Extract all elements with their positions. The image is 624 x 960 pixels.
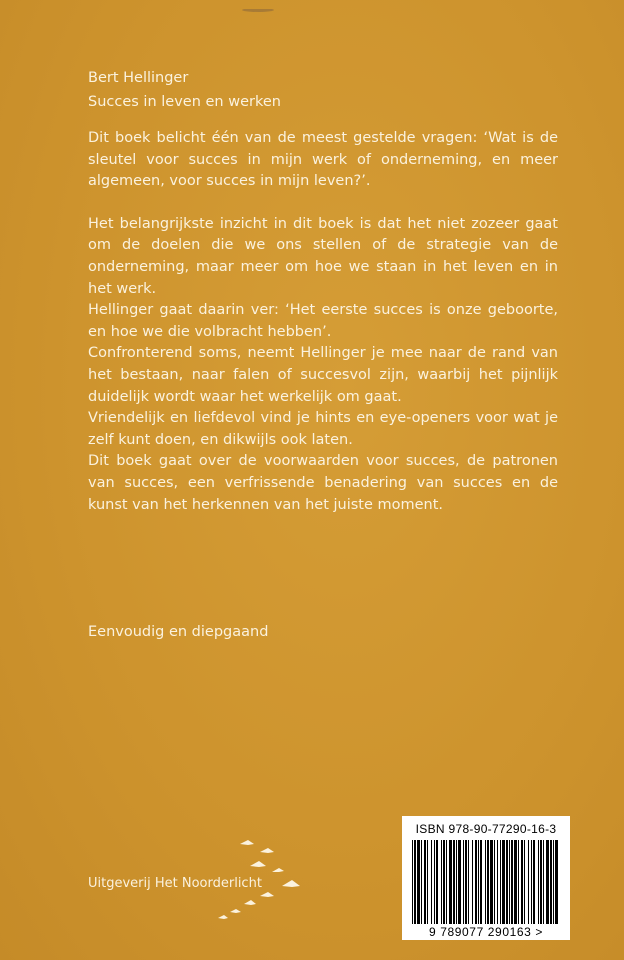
blurb-paragraph: Dit boek gaat over de voorwaarden voor succes, de patronen van succes, een verfrissende benadering van succes en de kunst van het herkennen van het juiste moment. <box>88 453 558 513</box>
isbn-barcode <box>402 816 570 940</box>
top-edge-mark <box>238 0 278 6</box>
blurb-paragraph: Dit boek belicht één van de meest gestelde vragen: ‘Wat is de sleutel voor succes in mijn werk of onderneming, en meer algemeen, voor succes in mijn leven?’. <box>88 130 558 190</box>
book-header <box>88 66 281 114</box>
publisher-name: Uitgeverij Het Noorderlicht <box>88 876 262 891</box>
blurb-paragraph: Confronterend soms, neemt Hellinger je mee naar de rand van het bestaan, naar falen of succesvol zijn, waarbij het pijnlijk duidelijk wordt waar het werkelijk om gaat. <box>88 345 558 405</box>
tagline: Eenvoudig en diepgaand <box>88 624 269 640</box>
isbn-label: ISBN 978-90-77290-16-3 <box>415 822 557 836</box>
blurb-paragraph: Vriendelijk en liefdevol vind je hints en eye-openers voor wat je zelf kunt doen, en dikwijls ook laten. <box>88 410 558 448</box>
author-name: Bert Hellinger <box>88 70 189 86</box>
ean-number: 9 789077 290163 > <box>429 925 543 939</box>
blurb <box>88 128 558 516</box>
barcode-bars <box>410 840 562 924</box>
book-title: Succes in leven en werken <box>88 94 281 110</box>
blurb-paragraph: Hellinger gaat daarin ver: ‘Het eerste succes is onze geboorte, en hoe we die volbracht hebben’. <box>88 302 558 340</box>
blurb-paragraph: Het belangrijkste inzicht in dit boek is dat het niet zozeer gaat om de doelen die we ons stellen of de strategie van de onderneming, maar meer om hoe we staan in het leven en in het werk. <box>88 215 558 297</box>
